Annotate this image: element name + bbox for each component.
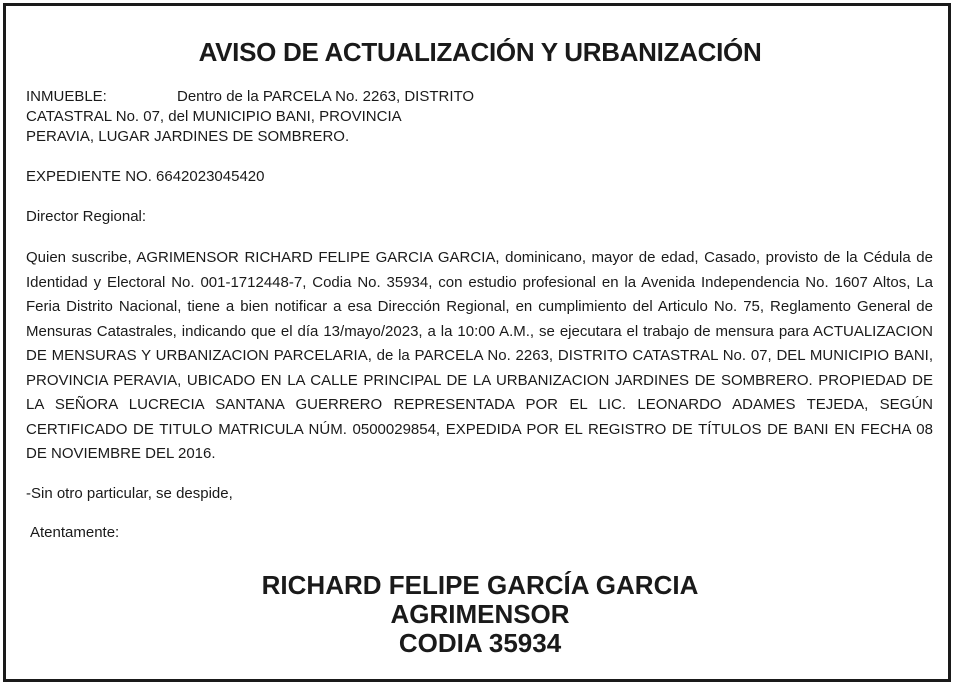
property-line-3: PERAVIA, LUGAR JARDINES DE SOMBRERO.: [26, 128, 350, 145]
property-line-2: CATASTRAL No. 07, del MUNICIPIO BANI, PROVINCIA: [26, 108, 402, 125]
salutation: Atentamente:: [30, 524, 120, 541]
addressee: Director Regional:: [26, 208, 147, 225]
signature-title: AGRIMENSOR: [390, 599, 570, 629]
closing-line: -Sin otro particular, se despide,: [26, 485, 233, 502]
property-line-1: [26, 87, 546, 107]
notice-body: Quien suscribe, AGRIMENSOR RICHARD FELIPE GARCIA GARCIA, dominicano, mayor de edad, Casado, provisto de la Cédula de Identidad y Electoral No. 001-1712448-7, Codia No. 35934, con estudio profesional en la Avenida Independencia No. 1607 Altos, La Feria Distrito Nacional, tiene a bien notificar a esa Dirección Regional, en cumplimiento del Articulo No. 75, Reglamento General de Mensuras Catastrales, indicando que el día 13/mayo/2023, a la 10:00 A.M., se ejecutara el trabajo de mensura para ACTUALIZACION DE MENSURAS Y URBANIZACION PARCELARIA, de la PARCELA No. 2263, DISTRITO CATASTRAL No. 07, DEL MUNICIPIO BANI, PROVINCIA PERAVIA, UBICADO EN LA CALLE PRINCIPAL DE LA URBANIZACION JARDINES DE SOMBRERO. PROPIEDAD DE LA SEÑORA LUCRECIA SANTANA GUERRERO REPRESENTADA POR EL LIC. LEONARDO ADAMES TEJEDA, SEGÚN CERTIFICADO DE TITULO MATRICULA NÚM. 0500029854, EXPEDIDA POR EL REGISTRO DE TÍTULOS DE BANI EN FECHA 08 DE NOVIEMBRE DEL 2016.: [26, 249, 933, 462]
notice-title: AVISO DE ACTUALIZACIÓN Y URBANIZACIÓN: [198, 37, 762, 67]
property-description: [26, 87, 546, 147]
signature-name: RICHARD FELIPE GARCÍA GARCIA: [261, 570, 699, 600]
property-text-1: Dentro de la PARCELA No. 2263, DISTRITO: [177, 88, 475, 105]
notice-border: [3, 3, 951, 682]
property-label: INMUEBLE:: [26, 88, 107, 105]
signature-codia: CODIA 35934: [398, 628, 562, 658]
file-number: EXPEDIENTE NO. 6642023045420: [26, 168, 265, 185]
